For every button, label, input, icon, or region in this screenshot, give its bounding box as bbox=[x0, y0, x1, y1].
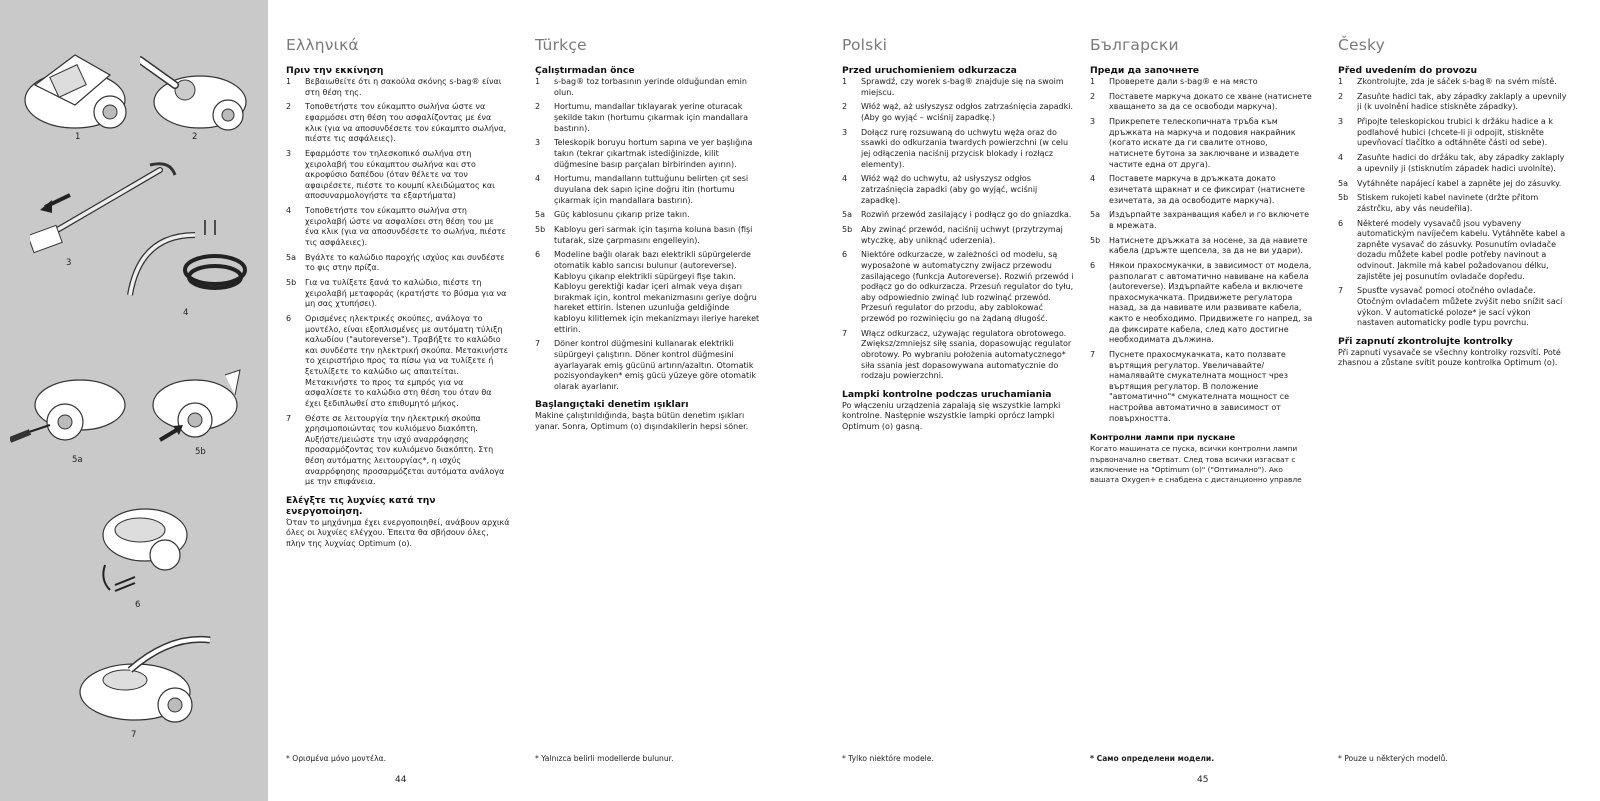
section-heading: Преди да започнете bbox=[1090, 65, 1200, 76]
body-paragraph: Po włączeniu urządzenia zapalają się wszystkie lampki kontrolne. Następnie wszystkie lampki oprócz lampki Optimum (o) gasną. bbox=[842, 400, 1061, 431]
language-title: Polski bbox=[842, 36, 888, 54]
subsection-heading: Ελέγξτε τις λυχνίες κατά την ενεργοποίηση. bbox=[286, 494, 436, 517]
figure-4-label: 4 bbox=[183, 308, 189, 318]
list-item: 1 s-bag® toz torbasının yerinde olduğundan emin olun. bbox=[535, 77, 747, 97]
list-item: 1 Sprawdź, czy worek s-bag® znajduje się na swoim miejscu. bbox=[842, 77, 1064, 97]
steps-list bbox=[535, 77, 763, 392]
footnote-polish: * Tylko niektóre modele. bbox=[842, 754, 934, 763]
steps-list bbox=[1338, 77, 1568, 329]
list-item: 1 Zkontrolujte, zda je sáček s-bag® na svém místě. bbox=[1338, 77, 1557, 86]
footnote-turkish: * Yalnızca belirli modellerde bulunur. bbox=[535, 754, 674, 763]
section-heading: Przed uruchomieniem odkurzacza bbox=[842, 65, 1017, 76]
subsection-heading: Başlangıçtaki denetim ışıkları bbox=[535, 399, 689, 411]
section-heading: Před uvedením do provozu bbox=[1338, 65, 1477, 76]
list-item: 5a Güç kablosunu çıkarıp prize takın. bbox=[535, 210, 690, 220]
body-paragraph: Когато машината се пуска, всички контролни лампи първоначално светват. След това всички изгасват с изключение на "Optimum (o)" ("Оптимално"). Ако вашата Oxygen+ е снабдена с дистанционно управле bbox=[1090, 444, 1302, 485]
list-item: 2 Hortumu, mandallar tıklayarak yerine oturacak şekilde takın (hortumu çıkarmak için mandallara bastırın). bbox=[535, 102, 748, 133]
figure-5b-label: 5b bbox=[195, 447, 206, 457]
figure-2-vacuum-hose bbox=[140, 40, 255, 135]
list-item: 5a Издърпайте захранващия кабел и го включете в мрежата. bbox=[1090, 210, 1310, 230]
list-item: 3 Прикрепете телескопичната тръба към дръжката на маркуча и подовия накрайник (когато искате да ги свалите отново, натиснете бутона за заключване и извадете частите една от друга). bbox=[1090, 117, 1299, 169]
figure-2-label: 2 bbox=[192, 132, 198, 142]
list-item: 5a Rozwiń przewód zasilający i podłącz go do gniazdka. bbox=[842, 210, 1072, 220]
subsection-heading: Při zapnutí zkontrolujte kontrolky bbox=[1338, 335, 1513, 347]
illustration-sidebar bbox=[0, 0, 268, 801]
subsection-heading: Контролни лампи при пускане bbox=[1090, 432, 1236, 443]
list-item: 2 Zasuňte hadici tak, aby západky zaklaply a upevnily ji (k uvolnění hadice stiskněte západky). bbox=[1338, 91, 1567, 112]
list-item: 5b Aby zwinąć przewód, naciśnij uchwyt (przytrzymaj wtyczkę, aby uniknąć uderzenia). bbox=[842, 225, 1063, 245]
list-item: 6 Niektóre odkurzacze, w zależności od modelu, są wyposażone w automatyczny zwijacz przewodu zasilającego (funkcja Autoreverse). Rozwiń przewód i podłącz go do odkurzacza. Przesuń regulator do tyłu, aby odpowiednio zwinąć lub rozwinąć przewód. Przesuń regulator do przodu, aby zablokować przewód po rozwinięciu go na żądaną długość. bbox=[842, 250, 1074, 323]
language-title: Česky bbox=[1338, 36, 1386, 54]
figure-5a-label: 5a bbox=[72, 455, 83, 465]
subsection-heading: Lampki kontrolne podczas uruchamiania bbox=[842, 388, 1052, 400]
list-item: 4 Τοποθετήστε τον εύκαμπτο σωλήνα στη χειρολαβή ώστε να ασφαλίσει στη θέση του με ένα κλικ (για να αποσυνδέσετε το σωλήνα, πιέστε τις ασφάλειες). bbox=[286, 206, 506, 247]
language-title: Ελληνικά bbox=[286, 36, 359, 54]
language-title: Türkçe bbox=[535, 36, 587, 54]
page-number-left: 44 bbox=[395, 775, 407, 785]
list-item: 2 Τοποθετήστε τον εύκαμπτο σωλήνα ώστε να εφαρμόσει στη θέση του ασφαλίζοντας με ένα κλικ (για να αποσυνδέσετε τον εύκαμπτο σωλήνα, πιέστε τις ασφάλειες). bbox=[286, 102, 507, 144]
list-item: 4 Поставете маркуча в дръжката докато езичетата щракнат и се фиксират (натиснете езичетата, за да освободите маркуча). bbox=[1090, 174, 1305, 205]
figure-7-label: 7 bbox=[131, 730, 137, 740]
figure-7-rotary-control bbox=[60, 630, 215, 730]
list-item: 1 Проверете дали s-bag® е на място bbox=[1090, 77, 1258, 86]
list-item: 7 Spusťte vysavač pomocí otočného ovladače. Otočným ovladačem můžete zvýšit nebo snížit sací výkon. V automatické poloze* je sací výkon nastaven automaticky podle typu povrchu. bbox=[1338, 286, 1563, 328]
list-item: 1 Βεβαιωθείτε ότι η σακούλα σκόνης s-bag® είναι στη θέση της. bbox=[286, 77, 502, 97]
list-item: 5a Vytáhněte napájecí kabel a zapněte jej do zásuvky. bbox=[1338, 178, 1562, 188]
list-item: 5b Натиснете дръжката за носене, за да навиете кабела (дръжте щепсела, за да не ви удари). bbox=[1090, 235, 1308, 256]
footnote-greek: * Ορισμένα μόνο μοντέλα. bbox=[286, 754, 387, 763]
list-item: 6 Některé modely vysavačů jsou vybaveny automatickým navíječem kabelu. Vytáhněte kabel a zapněte vysavač do zásuvky. Posunutím ovladače dozadu můžete kabel podle potřeby navinout a odvinout. Jakmile má kabel požadovanou délku, zajistěte jej posunutím ovladače dopředu. bbox=[1338, 218, 1566, 281]
list-item: 7 Döner kontrol düğmesini kullanarak elektrikli süpürgeyi çalıştırın. Döner kontrol düğmesini ayarlayarak emiş gücünü artırın/azaltın. Otomatik pozisyondayken* emiş gücü yüzeye göre otomatik olarak ayarlanır. bbox=[535, 339, 756, 391]
list-item: 7 Włącz odkurzacz, używając regulatora obrotowego. Zwiększ/zmniejsz siłę ssania, dopasowując regulator obrotowy. Po wybraniu położenia automatycznego* siła ssania jest dopasowywana automatycznie do rodzaju powierzchni. bbox=[842, 328, 1072, 381]
section-heading: Çalıştırmadan önce bbox=[535, 65, 635, 76]
figure-5a-pull-cord bbox=[10, 360, 135, 455]
column-turkish bbox=[535, 36, 763, 433]
figure-6-label: 6 bbox=[135, 600, 141, 610]
list-item: 4 Zasuňte hadici do držáku tak, aby západky zaklaply a upevnily ji (stisknutím západek hadici uvolníte). bbox=[1338, 153, 1565, 173]
list-item: 5b Kabloyu geri sarmak için taşıma koluna basın (fişi tutarak, size çarpmasını engelleyin). bbox=[535, 225, 753, 245]
column-bulgarian bbox=[1090, 36, 1314, 486]
column-greek bbox=[286, 36, 510, 549]
body-paragraph: Makine çalıştırıldığında, başta bütün denetim ışıkları yanar. Sonra, Optimum (o) dışındakilerin hepsi söner. bbox=[535, 411, 749, 431]
list-item: 2 Поставете маркуча докато се хване (натиснете хващането за да се освободи маркуча). bbox=[1090, 91, 1312, 112]
list-item: 3 Εφαρμόστε τον τηλεσκοπικό σωλήνα στη χειρολαβή του εύκαμπτου σωλήνα και στο ακροφύσιο δαπέδου (όταν θέλετε να τον αφαιρέσετε, πιέστε το κουμπί κλειδώματος και αποσυναρμολογήστε τα εξαρτήματα) bbox=[286, 148, 495, 201]
list-item: 4 Włóż wąż do uchwytu, aż usłyszysz odgłos zatrzaśnięcia zapadki (aby go wyjąć, wciśnij zapadkę). bbox=[842, 174, 1038, 205]
list-item: 6 Ορισμένες ηλεκτρικές σκούπες, ανάλογα το μοντέλο, είναι εξοπλισμένες με αυτόματη τύλιξη καλωδίου ("autoreverse"). Τραβήξτε το καλώδιο και συνδέστε την ηλεκτρική σκούπα. Μετακινήστε το χειριστήριο προς τα πίσω για να τυλίξετε ή ξετυλίξετε το καλώδιο ως απαιτείται. Μετακινήστε το προς τα εμπρός για να ασφαλίσετε το καλώδιο στη θέση του όταν θα έχει ξεδιπλωθεί στο επιθυμητό μήκος. bbox=[286, 314, 509, 408]
language-title: Български bbox=[1090, 36, 1179, 54]
figure-1-vacuum-open-lid bbox=[15, 40, 135, 135]
page-number-right: 45 bbox=[1197, 775, 1209, 785]
body-paragraph: Při zapnutí vysavače se všechny kontrolky rozsvítí. Poté zhasnou a zůstane svítit pouze kontrolka Optimum (o). bbox=[1338, 347, 1561, 368]
list-item: 3 Dołącz rurę rozsuwaną do uchwytu węża oraz do ssawki do odkurzania twardych powierzchni (w celu jej odłączenia naciśnij przycisk blokady i rozłącz elementy). bbox=[842, 127, 1069, 169]
list-item: 3 Připojte teleskopickou trubici k držáku hadice a k podlahové hubici (chcete-li ji odpojit, stiskněte upevňovací tlačítko a odtáhněte části od sebe). bbox=[1338, 117, 1553, 148]
list-item: 3 Teleskopik boruyu hortum sapına ve yer başlığına takın (tekrar çıkartmak istediğinizde, kilit düğmesine basıp parçaları birbirinden ayırın). bbox=[535, 138, 753, 169]
column-czech bbox=[1338, 36, 1568, 369]
list-item: 5b Για να τυλίξετε ξανά το καλώδιο, πιέστε τη χειρολαβή μεταφοράς (κρατήστε το βύσμα για να μη σας χτυπήσει). bbox=[286, 278, 507, 309]
list-item: 5b Stiskem rukojeti kabel navinete (držte přitom zástrčku, aby vás neudeřila). bbox=[1338, 193, 1539, 213]
section-heading: Πριν την εκκίνηση bbox=[286, 65, 384, 76]
column-polish bbox=[842, 36, 1074, 433]
figure-3-label: 3 bbox=[66, 258, 72, 268]
steps-list bbox=[842, 77, 1074, 382]
figure-4-hose-handle bbox=[120, 215, 250, 305]
figure-6-autoreverse bbox=[85, 495, 195, 600]
figure-1-label: 1 bbox=[75, 132, 81, 142]
list-item: 6 Някои прахосмукачки, в зависимост от модела, разполагат с автоматично навиване на кабела (autoreverse). Издърпайте кабела и включете прахосмукачката. Придвижете регулатора назад, за да навивате или развивате кабела, както е необходимо. Придвижете го напред, за да фиксирате кабела, след като достигне необходимата дължина. bbox=[1090, 261, 1313, 345]
footnote-bulgarian: * Само определени модели. bbox=[1090, 754, 1215, 763]
list-item: 2 Włóż wąż, aż usłyszysz odgłos zatrzaśnięcia zapadki. (Aby go wyjąć – wciśnij zapadkę.) bbox=[842, 102, 1074, 122]
list-item: 7 Пуснете прахосмукачката, като ползвате въртящия регулатор. Увеличавайте/намалявайте смукателната мощност чрез въртящия регулатор. В положение "автоматично"* смукателната мощност се настройва автоматично в зависимост от повърхността. bbox=[1090, 349, 1290, 423]
list-item: 5a Βγάλτε το καλώδιο παροχής ισχύος και συνδέστε το φις στην πρίζα. bbox=[286, 252, 505, 273]
steps-list bbox=[1090, 77, 1314, 424]
steps-list bbox=[286, 77, 510, 488]
list-item: 7 Θέστε σε λειτουργία την ηλεκτρική σκούπα χρησιμοποιώντας τον κυλιόμενο διακόπτη. Αυξήστε/μειώστε την ισχύ αναρρόφησης προσαρμόζοντας τον κυλιόμενο διακόπτη. Στη θέση αυτόματης λειτουργίας*, η ισχύς αναρρόφησης προσαρμόζεται αυτόματα ανάλογα με την επιφάνεια. bbox=[286, 413, 505, 487]
footnote-czech: * Pouze u některých modelů. bbox=[1338, 754, 1448, 763]
figure-5b-rewind-cord bbox=[135, 360, 245, 455]
body-paragraph: Όταν το μηχάνημα έχει ενεργοποιηθεί, ανάβουν αρχικά όλες οι λυχνίες ελέγχου. Έπειτα θα σβήσουν όλες, πλην της λυχνίας Optimum (o). bbox=[286, 517, 510, 548]
list-item: 6 Modeline bağlı olarak bazı elektrikli süpürgelerde otomatik kablo sarıcısı bulunur (autoreverse). Kabloyu çıkarıp elektrikli süpürgeyi fişe takın. Kabloyu gerektiği kadar içeri almak veya dışarı bırakmak için, kontrol mekanizmasını geriye doğru hareket ettirin. İstenen uzunluğa geldiğinde kabloyu kilitlemek için mekanizmayı ileriye hareket ettirin. bbox=[535, 250, 760, 334]
list-item: 4 Hortumu, mandalların tuttuğunu belirten çıt sesi duyulana dek sapın içine doğru itin (hortumu çıkarmak için mandallara bastırın). bbox=[535, 174, 749, 205]
